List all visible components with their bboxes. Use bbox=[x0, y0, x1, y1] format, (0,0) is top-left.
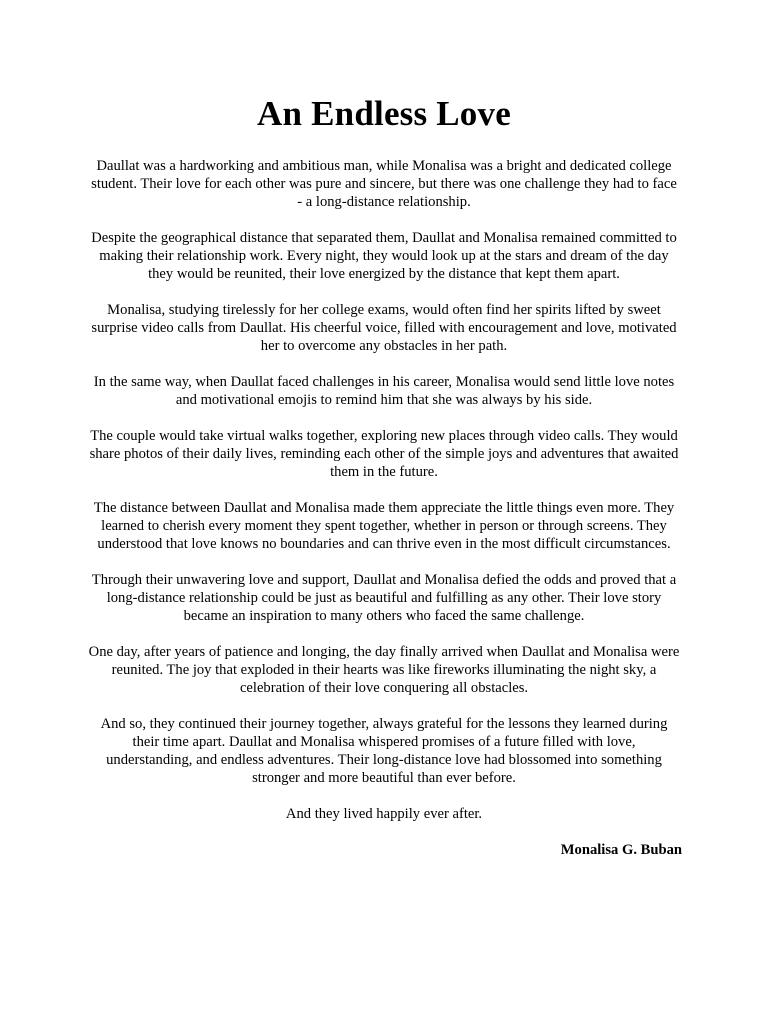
paragraph-2: Despite the geographical distance that separated them, Daullat and Monalisa remained committed to making their relationship work. Every night, they would look up at the stars and dream of the day they would be reunited, their love energized by the distance that kept them apart. bbox=[91, 230, 677, 282]
paragraph-10: And they lived happily ever after. bbox=[285, 806, 483, 822]
paragraph-4: In the same way, when Daullat faced challenges in his career, Monalisa would send little love notes and motivational emojis to remind him that she was always by his side. bbox=[93, 374, 675, 408]
paragraph-1: Daullat was a hardworking and ambitious man, while Monalisa was a bright and dedicated college student. Their love for each other was pure and sincere, but there was one challenge they had to face - a long-distance relationship. bbox=[91, 158, 677, 210]
document-title: An Endless Love bbox=[257, 94, 511, 133]
paragraph-5: The couple would take virtual walks together, exploring new places through video calls. They would share photos of their daily lives, reminding each other of the simple joys and adventures that awaited them in the future. bbox=[89, 428, 679, 480]
author-signature: Monalisa G. Buban bbox=[560, 842, 682, 858]
paragraph-7: Through their unwavering love and support, Daullat and Monalisa defied the odds and proved that a long-distance relationship could be just as beautiful and fulfilling as any other. Their love story became an inspiration to many others who faced the same challenge. bbox=[91, 572, 677, 624]
document-page bbox=[88, 92, 680, 859]
paragraph-8: One day, after years of patience and longing, the day finally arrived when Daullat and Monalisa were reunited. The joy that exploded in their hearts was like fireworks illuminating the night sky, a celebration of their love conquering all obstacles. bbox=[88, 644, 680, 696]
paragraph-6: The distance between Daullat and Monalisa made them appreciate the little things even more. They learned to cherish every moment they spent together, whether in person or through screens. They understood that love knows no boundaries and can thrive even in the most difficult circumstances. bbox=[93, 500, 675, 552]
paragraph-9: And so, they continued their journey together, always grateful for the lessons they learned during their time apart. Daullat and Monalisa whispered promises of a future filled with love, understanding, and endless adventures. Their long-distance love had blossomed into something stronger and more beautiful than ever before. bbox=[100, 716, 668, 786]
paragraph-3: Monalisa, studying tirelessly for her college exams, would often find her spirits lifted by sweet surprise video calls from Daullat. His cheerful voice, filled with encouragement and love, motivated her to overcome any obstacles in her path. bbox=[91, 302, 677, 354]
